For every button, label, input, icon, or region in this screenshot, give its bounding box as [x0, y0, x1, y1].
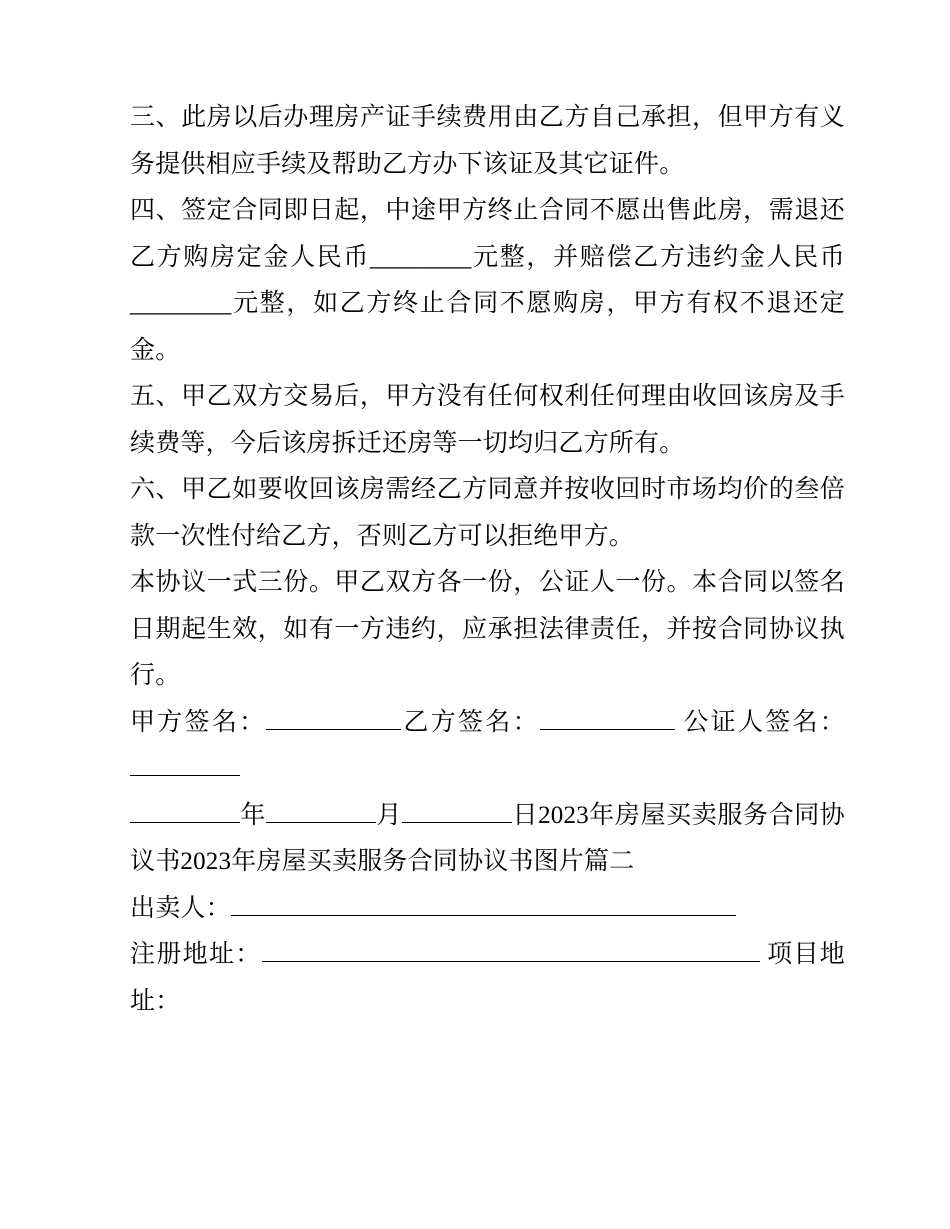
party-a-signature-label: 甲方签名：	[130, 708, 267, 736]
section-title-text: 2023年房屋买卖服务合同协议书2023年房屋买卖服务合同协议书图片篇二	[130, 801, 846, 875]
clause-paragraph-4: 四、签定合同即日起，中途甲方终止合同不愿出售此房，需退还乙方购房定金人民币________元整，并赔偿乙方违约金人民币________元整，如乙方终止合同不愿购房，甲方有权不退还定金。	[130, 197, 845, 364]
field-registered-address	[130, 932, 845, 1025]
clause-paragraph-5: 五、甲乙双方交易后，甲方没有任何权利任何理由收回该房及手续费等，今后该房拆迁还房等一切均归乙方所有。	[130, 383, 845, 457]
field-project-address-label: 项目地址：	[130, 941, 845, 1015]
party-a-signature-blank[interactable]	[266, 704, 401, 730]
clause-paragraph-closing: 本协议一式三份。甲乙双方各一份，公证人一份。本合同以签名日期起生效，如有一方违约，应承担法律责任，并按合同协议执行。	[130, 569, 845, 689]
clause-paragraph-6: 六、甲乙如要收回该房需经乙方同意并按收回时市场均价的叁倍款一次性付给乙方，否则乙方可以拒绝甲方。	[130, 476, 845, 550]
party-b-signature-blank[interactable]	[540, 704, 675, 730]
date-month-label: 月	[376, 801, 403, 829]
date-year-label: 年	[240, 801, 267, 829]
date-day-label: 日	[512, 801, 539, 829]
field-seller-label: 出卖人：	[130, 894, 231, 922]
notary-signature-blank[interactable]	[130, 750, 240, 776]
date-month-blank[interactable]	[266, 797, 376, 823]
field-registered-address-label: 注册地址：	[130, 941, 262, 968]
date-day-blank[interactable]	[402, 797, 512, 823]
date-year-blank[interactable]	[130, 797, 240, 823]
clause-paragraph-3: 三、此房以后办理房产证手续费用由乙方自己承担，但甲方有义务提供相应手续及帮助乙方办下该证及其它证件。	[130, 104, 845, 178]
field-registered-address-blank[interactable]	[262, 936, 760, 962]
party-b-signature-label: 乙方签名：	[401, 708, 540, 736]
date-and-title-line	[130, 793, 845, 886]
signature-line	[130, 700, 845, 793]
field-seller	[130, 886, 845, 933]
field-seller-blank[interactable]	[231, 890, 736, 916]
document-body	[130, 95, 845, 1025]
notary-signature-label: 公证人签名：	[683, 708, 845, 736]
